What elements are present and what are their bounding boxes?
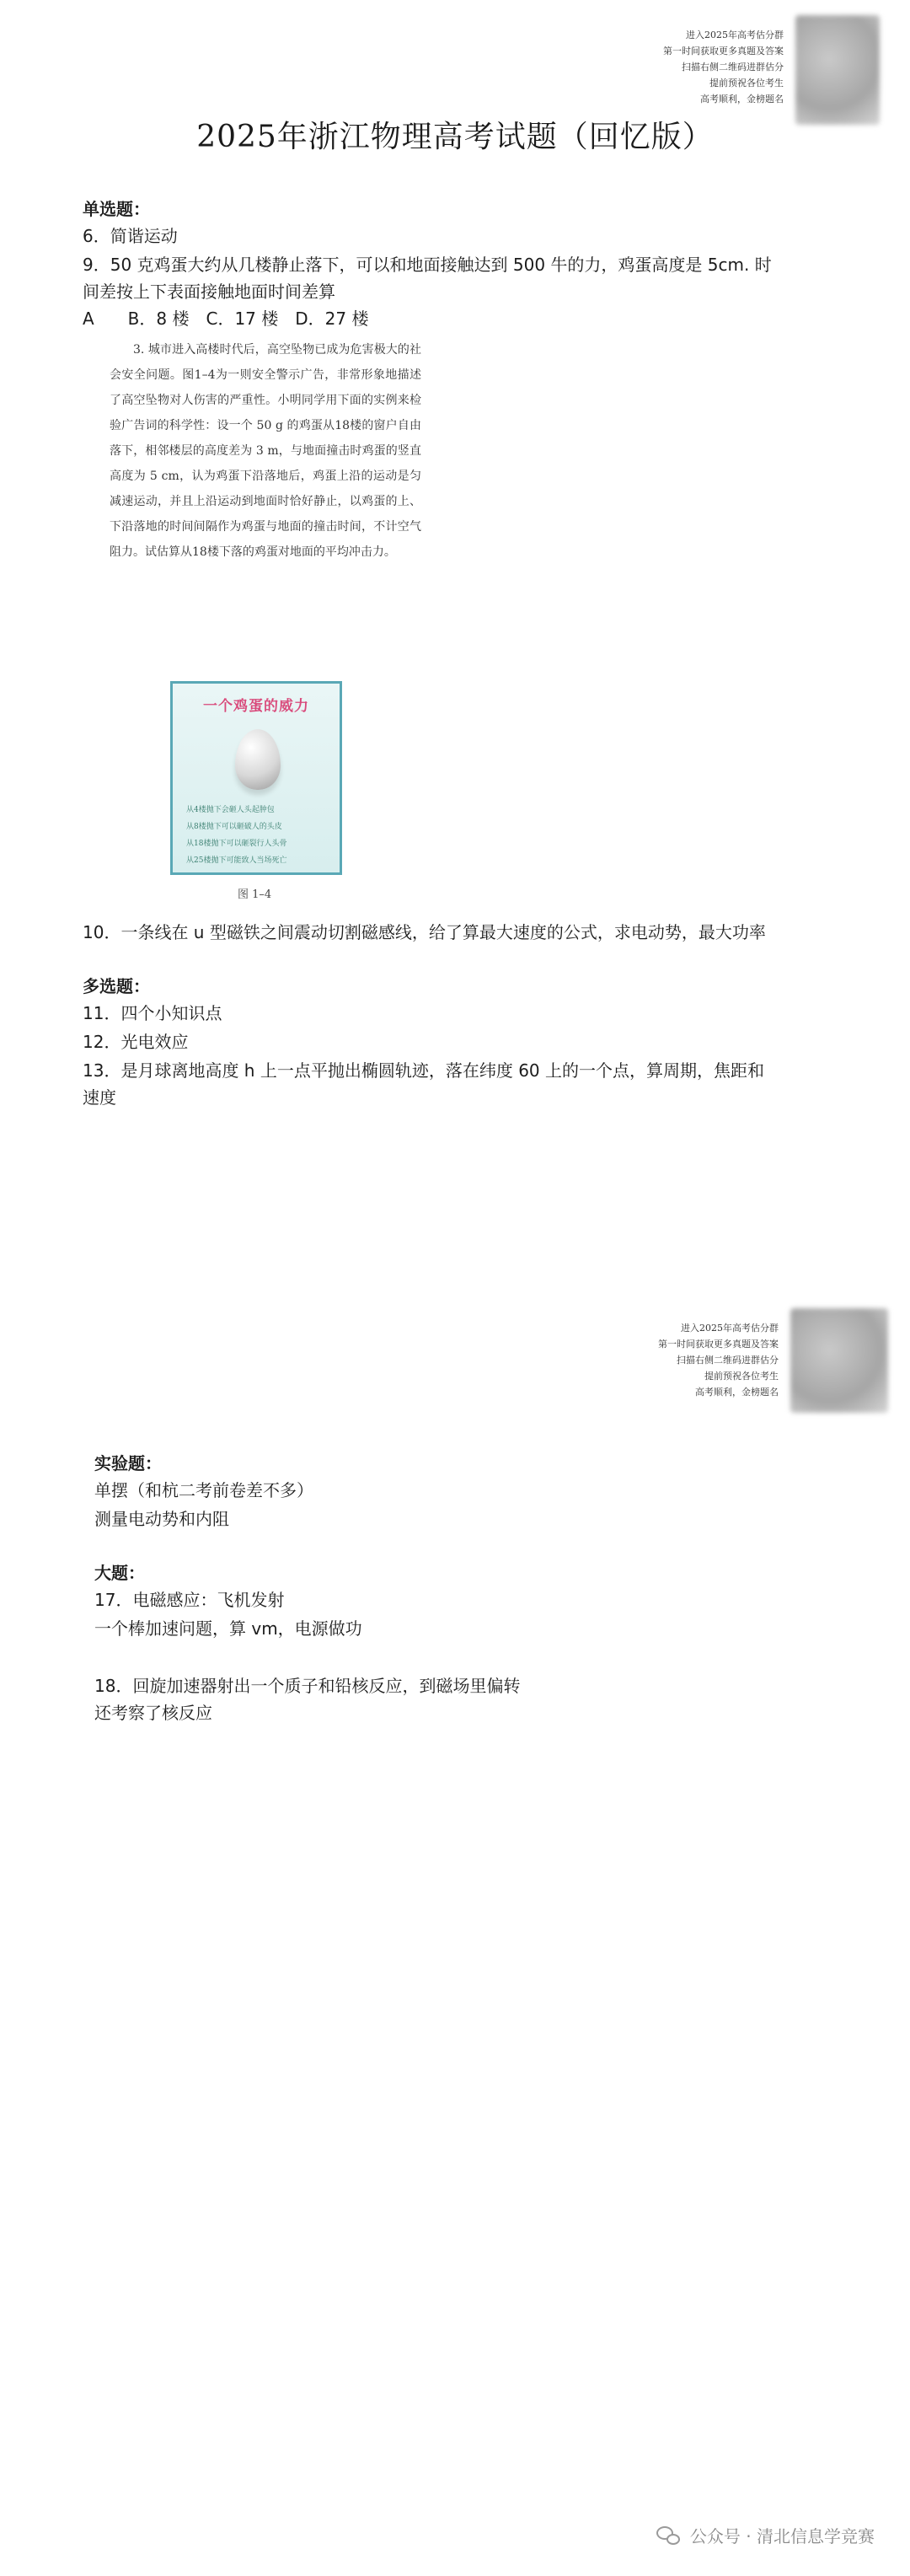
qr-code-image	[795, 15, 880, 125]
question-9-options: A B．8 楼 C．17 楼 D．27 楼	[83, 309, 369, 329]
question-18-line-2: 还考察了核反应	[94, 1703, 212, 1723]
watermark-line: 第一时间获取更多真题及答案	[658, 1339, 779, 1350]
watermark-line: 高考顺利，金榜题名	[695, 1387, 779, 1398]
wechat-icon	[656, 2525, 682, 2546]
footer-text: 公众号 · 清北信息学竞赛	[689, 2526, 875, 2546]
question-11: 11．四个小知识点	[83, 1003, 222, 1023]
watermark-notice	[663, 15, 880, 125]
page-title: 2025年浙江物理高考试题（回忆版）	[196, 120, 714, 154]
textbook-excerpt: 3. 城市进入高楼时代后，高空坠物已成为危害极大的社会安全问题。图1–4为一则安全警示广告，非常形象地描述了高空坠物对人伤害的严重性。小明同学用下面的实例来检验广告词的科学性：设一个 50 g 的鸡蛋从18楼的窗户自由落下，相邻楼层的高度差为 3 m，与地面撞击时鸡蛋的竖直高度为 5 cm，认为鸡蛋下沿落地后，鸡蛋上沿的运动是匀减速运动，并且上沿运动到地面时恰好静止，以鸡蛋的上、下沿落地的时间间隔作为鸡蛋与地面的撞击时间，不计空气阻力。试估算从18楼下落的鸡蛋对地面的平均冲击力。	[110, 343, 421, 559]
experiment-item-1: 单摆（和杭二考前卷差不多）	[94, 1480, 313, 1500]
egg-warning-poster	[170, 681, 342, 875]
watermark-line: 进入2025年高考估分群	[681, 1323, 779, 1334]
question-13-line-2: 速度	[83, 1087, 116, 1108]
question-18-line-1: 18．回旋加速器射出一个质子和铅核反应，到磁场里偏转	[94, 1676, 521, 1696]
egg-image	[235, 729, 281, 790]
question-17-line-1: 17．电磁感应：飞机发射	[94, 1590, 285, 1610]
question-10: 10．一条线在 u 型磁铁之间震动切割磁感线，给了算最大速度的公式，求电动势，最大功率	[83, 922, 766, 942]
single-choice-heading: 单选题：	[83, 199, 150, 219]
poster-line: 从25楼抛下可能致人当场死亡	[186, 856, 287, 865]
watermark-line: 扫描右侧二维码进群估分	[677, 1355, 779, 1366]
watermark-line: 提前预祝各位考生	[709, 78, 784, 89]
experiment-item-2: 测量电动势和内阻	[94, 1509, 229, 1529]
qr-code-image	[790, 1308, 888, 1413]
poster-line: 从18楼抛下可以砸裂行人头骨	[186, 840, 287, 848]
big-question-heading: 大题：	[94, 1563, 145, 1583]
poster-title: 一个鸡蛋的威力	[203, 698, 309, 715]
watermark-notice	[658, 1308, 888, 1413]
watermark-line: 扫描右侧二维码进群估分	[682, 62, 784, 72]
watermark-line: 第一时间获取更多真题及答案	[663, 46, 784, 56]
question-12: 12．光电效应	[83, 1032, 189, 1052]
watermark-line: 提前预祝各位考生	[704, 1371, 779, 1382]
question-13-line-1: 13．是月球离地高度 h 上一点平抛出椭圆轨迹，落在纬度 60 上的一个点，算周期，焦距和	[83, 1060, 765, 1081]
experiment-heading: 实验题：	[94, 1453, 162, 1473]
watermark-line: 高考顺利，金榜题名	[700, 94, 784, 105]
figure-caption: 图 1–4	[238, 888, 272, 901]
exam-page-2	[0, 1290, 910, 2576]
poster-line: 从4楼抛下会砸人头起肿包	[186, 806, 275, 814]
question-9-line-1: 9．50 克鸡蛋大约从几楼静止落下，可以和地面接触达到 500 牛的力，鸡蛋高度是 5cm. 时	[83, 255, 772, 275]
multi-choice-heading: 多选题：	[83, 976, 150, 996]
question-17-line-2: 一个棒加速问题，算 vm，电源做功	[94, 1618, 362, 1639]
poster-line: 从8楼抛下可以砸破人的头皮	[186, 823, 282, 831]
wechat-footer	[656, 2523, 875, 2547]
watermark-line: 进入2025年高考估分群	[686, 30, 784, 40]
question-6: 6．简谐运动	[83, 226, 178, 246]
question-9-line-2: 间差按上下表面接触地面时间差算	[83, 282, 335, 302]
